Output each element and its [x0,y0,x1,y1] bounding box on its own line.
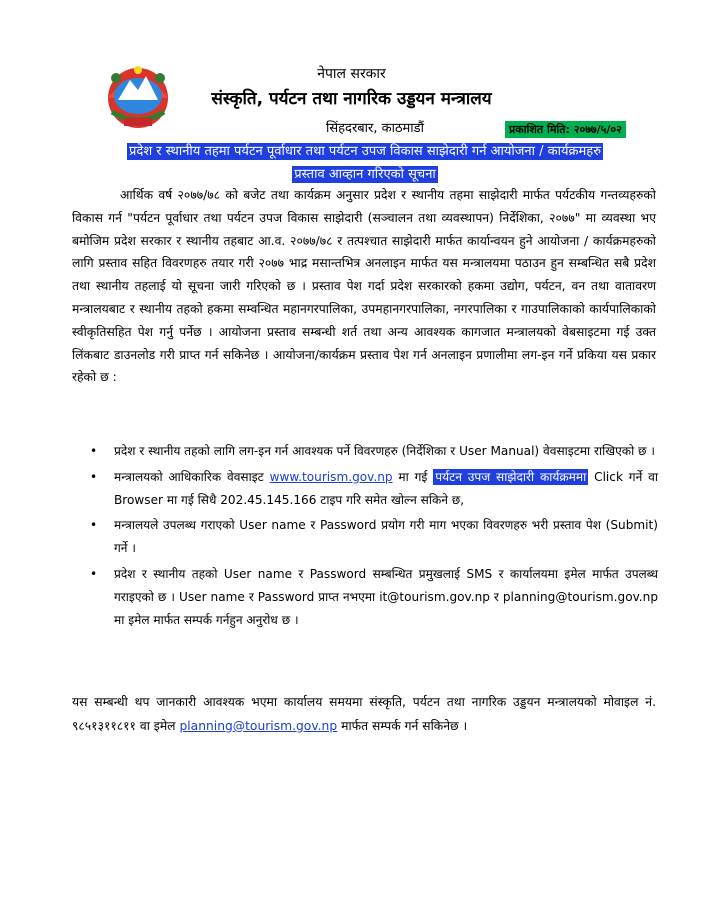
list-item-text: Click गर्ने वा Browser मा गई सिधै 202.45.145.166 टाइप गरि समेत खोल्न सकिने छ, [114,469,658,507]
program-highlight-link[interactable]: पर्यटन उपज साझेदारी कार्यक्रममा [435,469,587,484]
published-date-badge: प्रकाशित मिति: २०७७/५/०२ [505,121,626,138]
notice-paragraph: आर्थिक वर्ष २०७७/७८ को बजेट तथा कार्यक्रम अनुसार प्रदेश र स्थानीय तहमा साझेदारी मार्फत पर्यटकीय गन्तव्यहरुको विकास गर्न "पर्यटन पूर्वाधार तथा पर्यटन उपज विकास साझेदारी (सञ्चालन तथा व्यवस्थापन) निर्देशिका, २०७७" मा व्यवस्था भए बमोजिम प्रदेश सरकार र स्थानीय तहबाट आ.व. २०७७/७८ र तत्पश्चात साझेदारी मार्फत कार्यान्वयन हुने आयोजना / कार्यक्रमहरुको लागि प्रस्ताव सहित विवरणहरु तयार गरी २०७७ भाद्र मसान्तभित्र अनलाइन मार्फत यस मन्त्रालयमा पठाउन हुन सम्बन्धित सबै प्रदेश तथा स्थानीय तहलाई यो सूचना जारी गरिएको छ । प्रस्ताव पेश गर्दा प्रदेश सरकारको हकमा उद्योग, पर्यटन, वन तथा वातावरण मन्त्रालयबाट र स्थानीय तहको हकमा सम्वन्धित महानगरपालिका, उपमहानगरपालिका, नगरपालिका र गाउपालिकाको कार्यपालिकाको स्वीकृतिसहित पेश गर्नु पर्नेछ । आयोजना प्रस्ताव सम्बन्धी शर्त तथा अन्य आवश्यक कागजात मन्त्रालयको वेबसाइटमा गई उक्त लिंकबाट डाउनलोड गरी प्राप्त गर्न सकिनेछ । आयोजना/कार्यक्रम प्रस्ताव पेश गर्न अनलाइन प्रणालीमा लग-इन गर्ने प्रकिया यस प्रकार रहेको छ : [72,188,656,385]
contact-paragraph [72,690,656,738]
list-item-text: मा गई [398,469,428,484]
list-item [72,466,658,512]
office-location: सिंहदरबार, काठमाडौं [325,121,425,136]
list-item-text: प्रदेश र स्थानीय तहको लागि लग-इन गर्न आवश्यक पर्ने विवरणहरु (निर्देशिका र User Manual) वेवसाइटमा राखिएको छ । [114,444,655,458]
tourism-website-link[interactable]: www.tourism.gov.np [269,469,393,484]
list-item [72,440,658,463]
contact-text: यस सम्बन्धी थप जानकारी आवश्यक भएमा कार्यालय समयमा संस्कृति, पर्यटन तथा नागरिक उड्डयन मन्त्रालयको मोवाइल नं. ९८५१३११८११ वा इमेल [72,695,656,733]
notice-title-line-2: प्रस्ताव आव्हान गरिएको सूचना [294,167,436,182]
planning-email-link[interactable]: planning@tourism.gov.np [179,719,338,733]
bullet-icon: • [90,469,98,484]
bullet-icon: • [90,566,98,581]
ministry-name: संस्कृति, पर्यटन तथा नागरिक उड्डयन मन्त्रालय [211,89,492,109]
notice-title [72,140,658,186]
notice-body [72,184,656,389]
bullet-icon: • [90,444,98,458]
notice-title-line-1: प्रदेश र स्थानीय तहमा पर्यटन पूर्वाधार तथा पर्यटन उपज विकास साझेदारी गर्न आयोजना / कार्यक्रमहरु [129,144,601,159]
list-item [72,563,658,631]
list-item-text: मन्त्रालयको आधिकारिक वेवसाइट [114,469,264,484]
list-item-text: मन्त्रालयले उपलब्ध गराएको User name र Password प्रयोग गरी माग भएका विवरणहरु भरी प्रस्ताव पेश (Submit) गर्ने । [114,518,658,556]
bullet-icon: • [90,518,98,533]
list-item [72,514,658,560]
list-item-text: प्रदेश र स्थानीय तहको User name र Password सम्बन्धित प्रमुखलाई SMS र कार्यालयमा इमेल मार्फत उपलब्ध गराइएको छ । User name र Password प्राप्त नभएमा it@tourism.gov.np र planning@tourism.gov.np मा इमेल मार्फत सम्पर्क गर्नहुन अनुरोध छ । [114,566,658,627]
contact-text-end: मार्फत सम्पर्क गर्न सकिनेछ । [341,719,468,733]
instruction-list [72,440,658,634]
government-name: नेपाल सरकार [317,66,386,82]
